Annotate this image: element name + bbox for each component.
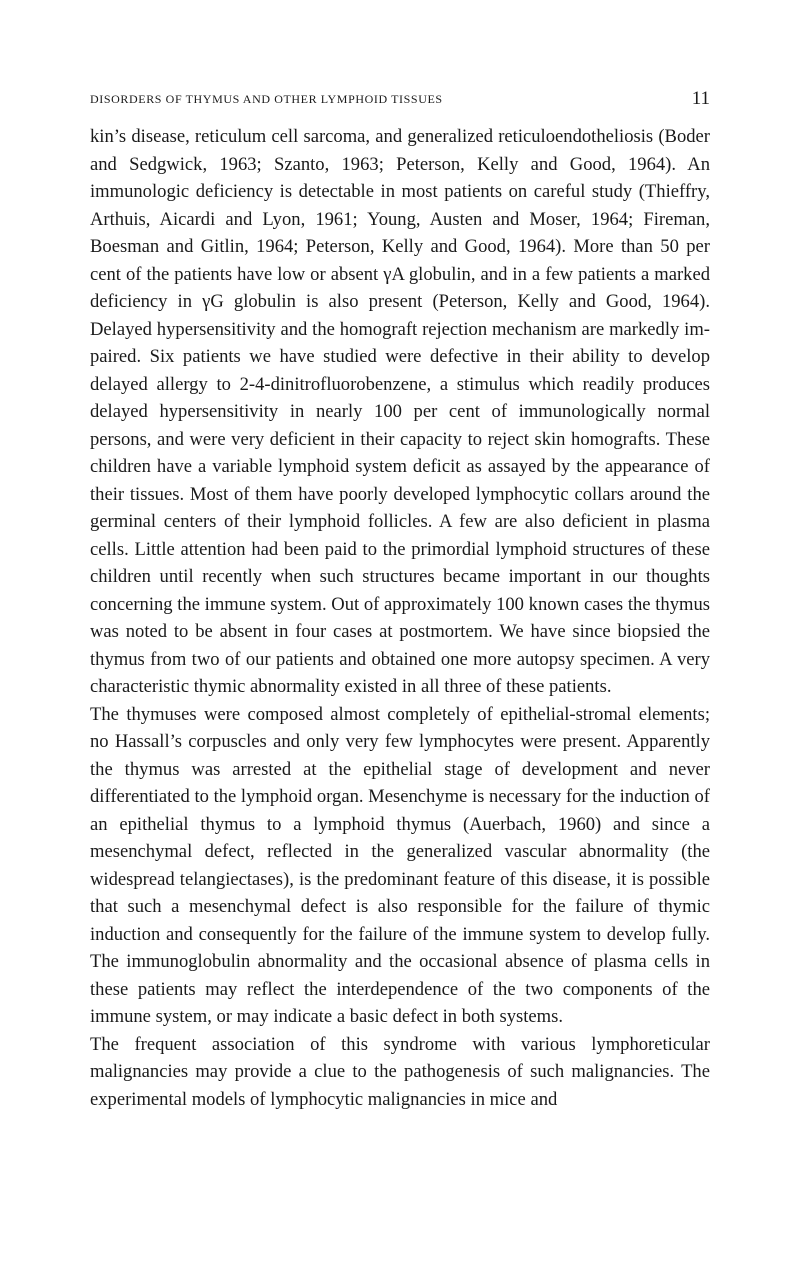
page-number: 11 xyxy=(691,88,710,109)
body-text xyxy=(90,123,710,1113)
paragraph-continued: kin’s disease, reticulum cell sarcoma, and generalized reticuloendotheliosis (Boder and Sedgwick, 1963; Szanto, 1963; Peterson, Kelly and Good, 1964). An immunologic deficiency is detectable in most patients on careful study (Thieffry, Arthuis, Aicardi and Lyon, 1961; Young, Austen and Moser, 1964; Fireman, Boesman and Gitlin, 1964; Peterson, Kelly and Good, 1964). More than 50 per cent of the patients have low or absent γA globulin, and in a few patients a marked deficiency in γG globulin is also present (Peterson, Kelly and Good, 1964). Delayed hypersensitivity and the homograft rejection mechanism are markedly impaired. Six patients we have studied were defective in their ability to develop delayed allergy to 2-4-dinitrofluorobenzene, a stimulus which readily produces delayed hypersensitivity in nearly 100 per cent of immunologically normal persons, and were very deficient in their capacity to reject skin homografts. These children have a variable lymphoid system deficit as assayed by the appearance of their tissues. Most of them have poorly developed lymphocytic collars around the germinal centers of their lymphoid follicles. A few are also deficient in plasma cells. Little attention had been paid to the primordial lymphoid structures of these children until recently when such structures became important in our thoughts concerning the immune system. Out of approximately 100 known cases the thymus was noted to be absent in four cases at postmortem. We have since biopsied the thymus from two of our patients and obtained one more autopsy specimen. A very characteristic thymic abnormality existed in all three of these patients. xyxy=(90,126,710,697)
page-header xyxy=(90,88,710,114)
running-head: DISORDERS OF THYMUS AND OTHER LYMPHOID TISSUES xyxy=(90,92,443,106)
paragraph-malignancies: The frequent association of this syndrome with various lymphoreticular malignancies may provide a clue to the pathogenesis of such malignancies. The experimental models of lymphocytic malignancies in mice and xyxy=(90,1033,710,1110)
paragraph-thymuses: The thymuses were composed almost completely of epithelial-stromal elements; no Hassall’s corpuscles and only very few lymphocytes were present. Apparently the thymus was arrested at the epithelial stage of development and never differentiated to the lymphoid organ. Mesenchyme is necessary for the induction of an epithelial thymus to a lymphoid thymus (Auerbach, 1960) and since a mesenchymal defect, reflected in the generalized vascular abnormality (the widespread telangiectases), is the predominant feature of this disease, it is possible that such a mesenchymal defect is also responsible for the failure of thymic induction and consequently for the failure of the immune system to develop fully. The immunoglobulin abnormality and the occasional absence of plasma cells in these patients may reflect the interdependence of the two components of the immune system, or may indicate a basic defect in both systems. xyxy=(90,703,710,1027)
